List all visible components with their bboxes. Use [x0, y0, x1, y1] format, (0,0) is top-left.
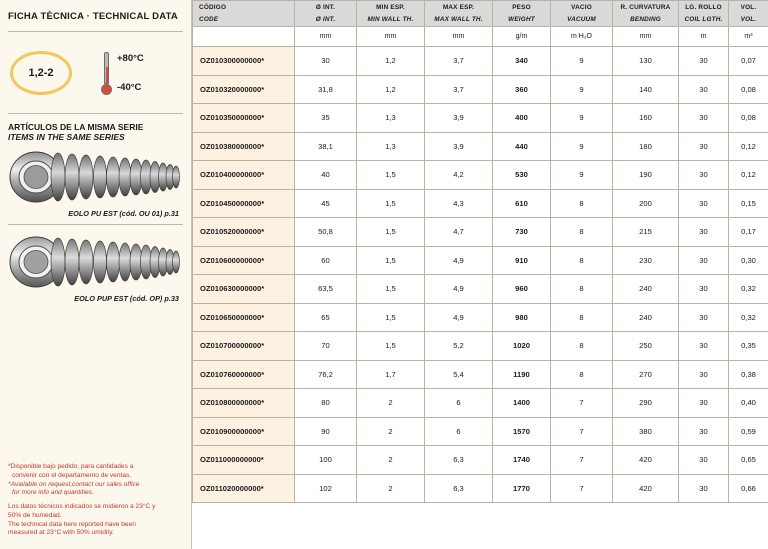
header-es-code: CÓDIGO	[193, 1, 295, 14]
cell-diameter: 40	[295, 161, 357, 190]
cell-volume: 0,30	[729, 246, 768, 275]
cell-vacuum: 8	[551, 189, 613, 218]
cell-diameter: 45	[295, 189, 357, 218]
cell-volume: 0,66	[729, 474, 768, 503]
cell-bending: 420	[613, 446, 679, 475]
series-heading-es: ARTÍCULOS DE LA MISMA SERIE	[8, 122, 144, 132]
cell-min-thickness: 1,5	[357, 275, 425, 304]
cell-volume: 0,32	[729, 303, 768, 332]
cell-code: OZ010650000000*	[193, 303, 295, 332]
table-row	[193, 474, 768, 503]
cell-coil-length: 30	[679, 75, 729, 104]
table-row	[193, 218, 768, 247]
cell-diameter: 80	[295, 389, 357, 418]
cell-bending: 240	[613, 303, 679, 332]
cell-max-thickness: 5,4	[425, 360, 493, 389]
cell-weight: 1020	[493, 332, 551, 361]
cell-min-thickness: 2	[357, 417, 425, 446]
cell-max-thickness: 3,7	[425, 75, 493, 104]
cell-code: OZ010900000000*	[193, 417, 295, 446]
cell-max-thickness: 3,9	[425, 104, 493, 133]
corrugated-hose-illustration	[6, 148, 184, 206]
cell-vacuum: 9	[551, 75, 613, 104]
cell-max-thickness: 4,9	[425, 275, 493, 304]
cell-max-thickness: 4,9	[425, 246, 493, 275]
cell-vacuum: 7	[551, 474, 613, 503]
unit-volume: m³	[729, 27, 768, 47]
table-row	[193, 275, 768, 304]
spec-badges	[0, 32, 191, 104]
cell-weight: 730	[493, 218, 551, 247]
cell-code: OZ011020000000*	[193, 474, 295, 503]
series-item-1	[0, 142, 191, 218]
cell-code: OZ010520000000*	[193, 218, 295, 247]
cell-volume: 0,12	[729, 161, 768, 190]
corrugated-hose-illustration	[6, 233, 184, 291]
cell-weight: 1190	[493, 360, 551, 389]
cell-weight: 530	[493, 161, 551, 190]
cell-code: OZ010350000000*	[193, 104, 295, 133]
unit-vacuum: m H₂O	[551, 27, 613, 47]
unit-bending: mm	[613, 27, 679, 47]
note-es-data-1: Los datos técnicos indicados se midieron a 23°C y	[8, 503, 156, 511]
header-en-volume: VOL.	[729, 14, 768, 27]
cell-min-thickness: 1,5	[357, 161, 425, 190]
cell-weight: 340	[493, 47, 551, 76]
size-badge: 1,2-2	[10, 51, 72, 95]
cell-max-thickness: 4,7	[425, 218, 493, 247]
cell-diameter: 65	[295, 303, 357, 332]
cell-bending: 140	[613, 75, 679, 104]
cell-min-thickness: 2	[357, 389, 425, 418]
cell-vacuum: 9	[551, 47, 613, 76]
note-en-data-2: measured at 23°C with 50% umidity.	[8, 529, 114, 537]
specifications-table-wrapper	[192, 0, 768, 549]
cell-code: OZ010300000000*	[193, 47, 295, 76]
cell-coil-length: 30	[679, 332, 729, 361]
header-es-weight: PESO	[493, 1, 551, 14]
cell-volume: 0,12	[729, 132, 768, 161]
table-header-row-en	[193, 14, 768, 27]
cell-volume: 0,65	[729, 446, 768, 475]
cell-max-thickness: 4,3	[425, 189, 493, 218]
table-row	[193, 246, 768, 275]
cell-weight: 360	[493, 75, 551, 104]
table-row	[193, 161, 768, 190]
cell-max-thickness: 6	[425, 389, 493, 418]
cell-volume: 0,59	[729, 417, 768, 446]
note-en-availability-1: *Available on request,contact our sales office	[8, 480, 140, 488]
cell-code: OZ010400000000*	[193, 161, 295, 190]
cell-diameter: 31,8	[295, 75, 357, 104]
table-row	[193, 132, 768, 161]
unit-code	[193, 27, 295, 47]
cell-min-thickness: 1,3	[357, 104, 425, 133]
cell-vacuum: 8	[551, 360, 613, 389]
cell-min-thickness: 1,5	[357, 303, 425, 332]
table-row	[193, 47, 768, 76]
cell-weight: 1400	[493, 389, 551, 418]
cell-vacuum: 7	[551, 389, 613, 418]
cell-bending: 130	[613, 47, 679, 76]
cell-weight: 960	[493, 275, 551, 304]
cell-volume: 0,15	[729, 189, 768, 218]
cell-bending: 160	[613, 104, 679, 133]
cell-max-thickness: 3,7	[425, 47, 493, 76]
cell-min-thickness: 1,5	[357, 246, 425, 275]
specifications-table	[192, 0, 768, 503]
table-body	[193, 47, 768, 503]
cell-min-thickness: 1,2	[357, 75, 425, 104]
header-es-coil-length: LG. ROLLO	[679, 1, 729, 14]
header-es-volume: VOL.	[729, 1, 768, 14]
cell-volume: 0,17	[729, 218, 768, 247]
cell-diameter: 63,5	[295, 275, 357, 304]
unit-coil-length: m	[679, 27, 729, 47]
cell-code: OZ010380000000*	[193, 132, 295, 161]
cell-coil-length: 30	[679, 189, 729, 218]
cell-bending: 270	[613, 360, 679, 389]
header-en-diameter: Ø INT.	[295, 14, 357, 27]
cell-code: OZ011000000000*	[193, 446, 295, 475]
series-item-2-caption: EOLO PUP EST (cód. OP) p.33	[74, 294, 179, 303]
cell-vacuum: 8	[551, 275, 613, 304]
cell-diameter: 100	[295, 446, 357, 475]
thermometer-icon	[100, 51, 113, 95]
cell-vacuum: 7	[551, 446, 613, 475]
cell-bending: 380	[613, 417, 679, 446]
cell-volume: 0,35	[729, 332, 768, 361]
header-en-weight: WEIGHT	[493, 14, 551, 27]
cell-coil-length: 30	[679, 275, 729, 304]
cell-volume: 0,40	[729, 389, 768, 418]
cell-bending: 230	[613, 246, 679, 275]
cell-volume: 0,08	[729, 75, 768, 104]
cell-diameter: 76,2	[295, 360, 357, 389]
unit-max-thickness: mm	[425, 27, 493, 47]
cell-coil-length: 30	[679, 446, 729, 475]
cell-vacuum: 9	[551, 104, 613, 133]
cell-weight: 910	[493, 246, 551, 275]
table-row	[193, 360, 768, 389]
cell-coil-length: 30	[679, 303, 729, 332]
table-units-row	[193, 27, 768, 47]
cell-bending: 190	[613, 161, 679, 190]
series-heading	[0, 114, 191, 142]
cell-diameter: 35	[295, 104, 357, 133]
header-es-min-thickness: MIN ESP.	[357, 1, 425, 14]
cell-min-thickness: 1,5	[357, 218, 425, 247]
temp-max-label: +80°C	[117, 53, 144, 64]
cell-bending: 180	[613, 132, 679, 161]
cell-min-thickness: 1,5	[357, 332, 425, 361]
cell-min-thickness: 2	[357, 446, 425, 475]
cell-code: OZ010800000000*	[193, 389, 295, 418]
cell-max-thickness: 4,9	[425, 303, 493, 332]
cell-weight: 1570	[493, 417, 551, 446]
cell-weight: 400	[493, 104, 551, 133]
cell-code: OZ010450000000*	[193, 189, 295, 218]
cell-code: OZ010700000000*	[193, 332, 295, 361]
cell-coil-length: 30	[679, 417, 729, 446]
cell-volume: 0,38	[729, 360, 768, 389]
cell-min-thickness: 1,7	[357, 360, 425, 389]
cell-min-thickness: 1,5	[357, 189, 425, 218]
cell-max-thickness: 6	[425, 417, 493, 446]
cell-volume: 0,07	[729, 47, 768, 76]
table-row	[193, 389, 768, 418]
table-row	[193, 332, 768, 361]
cell-code: OZ010760000000*	[193, 360, 295, 389]
cell-max-thickness: 6,3	[425, 474, 493, 503]
cell-weight: 980	[493, 303, 551, 332]
cell-coil-length: 30	[679, 218, 729, 247]
header-en-bending: BENDING	[613, 14, 679, 27]
cell-diameter: 38,1	[295, 132, 357, 161]
cell-vacuum: 8	[551, 332, 613, 361]
header-es-vacuum: VACIO	[551, 1, 613, 14]
cell-weight: 440	[493, 132, 551, 161]
cell-coil-length: 30	[679, 246, 729, 275]
header-en-code: CODE	[193, 14, 295, 27]
header-en-max-thickness: MAX WALL TH.	[425, 14, 493, 27]
footnotes	[8, 463, 185, 543]
cell-code: OZ010320000000*	[193, 75, 295, 104]
cell-vacuum: 9	[551, 132, 613, 161]
cell-vacuum: 9	[551, 161, 613, 190]
cell-bending: 240	[613, 275, 679, 304]
table-row	[193, 104, 768, 133]
temp-min-label: -40°C	[117, 82, 142, 93]
cell-coil-length: 30	[679, 47, 729, 76]
table-row	[193, 189, 768, 218]
cell-code: OZ010600000000*	[193, 246, 295, 275]
cell-coil-length: 30	[679, 132, 729, 161]
unit-min-thickness: mm	[357, 27, 425, 47]
note-es-availability-1: *Disponible bajo pedido, para cantidades a	[8, 463, 134, 471]
cell-coil-length: 30	[679, 104, 729, 133]
series-item-1-caption: EOLO PU EST (cód. OU 01) p.31	[68, 209, 179, 218]
cell-bending: 200	[613, 189, 679, 218]
note-en-availability-2: for more info and quantities.	[12, 489, 94, 497]
note-en-data-1: The technical data here reported have been	[8, 520, 136, 528]
cell-diameter: 60	[295, 246, 357, 275]
cell-bending: 420	[613, 474, 679, 503]
cell-diameter: 70	[295, 332, 357, 361]
cell-vacuum: 8	[551, 218, 613, 247]
cell-diameter: 50,8	[295, 218, 357, 247]
panel-title: FICHA TÈCNICA · TECHNICAL DATA	[8, 11, 178, 22]
cell-coil-length: 30	[679, 389, 729, 418]
cell-weight: 1740	[493, 446, 551, 475]
cell-code: OZ010630000000*	[193, 275, 295, 304]
cell-bending: 250	[613, 332, 679, 361]
header-es-max-thickness: MAX ESP.	[425, 1, 493, 14]
divider	[8, 224, 183, 225]
cell-max-thickness: 3,9	[425, 132, 493, 161]
cell-min-thickness: 2	[357, 474, 425, 503]
table-row	[193, 75, 768, 104]
cell-bending: 215	[613, 218, 679, 247]
cell-diameter: 90	[295, 417, 357, 446]
cell-vacuum: 8	[551, 246, 613, 275]
cell-diameter: 30	[295, 47, 357, 76]
table-row	[193, 303, 768, 332]
series-heading-en: ITEMS IN THE SAME SERIES	[8, 132, 125, 142]
cell-coil-length: 30	[679, 360, 729, 389]
cell-min-thickness: 1,2	[357, 47, 425, 76]
cell-min-thickness: 1,3	[357, 132, 425, 161]
table-header-row-es	[193, 1, 768, 14]
left-info-panel	[0, 0, 192, 549]
cell-max-thickness: 6,3	[425, 446, 493, 475]
cell-coil-length: 30	[679, 161, 729, 190]
note-es-data-2: 50% de humedad.	[8, 511, 62, 519]
cell-max-thickness: 5,2	[425, 332, 493, 361]
cell-volume: 0,32	[729, 275, 768, 304]
header-es-bending: R. CURVATURA	[613, 1, 679, 14]
cell-weight: 1770	[493, 474, 551, 503]
cell-volume: 0,08	[729, 104, 768, 133]
cell-coil-length: 30	[679, 474, 729, 503]
cell-bending: 290	[613, 389, 679, 418]
series-item-2	[0, 227, 191, 303]
header-en-min-thickness: MIN WALL TH.	[357, 14, 425, 27]
header-en-coil-length: COIL LGTH.	[679, 14, 729, 27]
header-en-vacuum: VACUUM	[551, 14, 613, 27]
unit-weight: g/m	[493, 27, 551, 47]
cell-diameter: 102	[295, 474, 357, 503]
unit-diameter: mm	[295, 27, 357, 47]
temperature-range	[100, 51, 144, 95]
cell-max-thickness: 4,2	[425, 161, 493, 190]
cell-vacuum: 7	[551, 417, 613, 446]
cell-vacuum: 8	[551, 303, 613, 332]
header-es-diameter: Ø INT.	[295, 1, 357, 14]
note-es-availability-2: convenir con el departamento de ventas.	[12, 472, 132, 480]
table-row	[193, 446, 768, 475]
cell-weight: 610	[493, 189, 551, 218]
table-row	[193, 417, 768, 446]
